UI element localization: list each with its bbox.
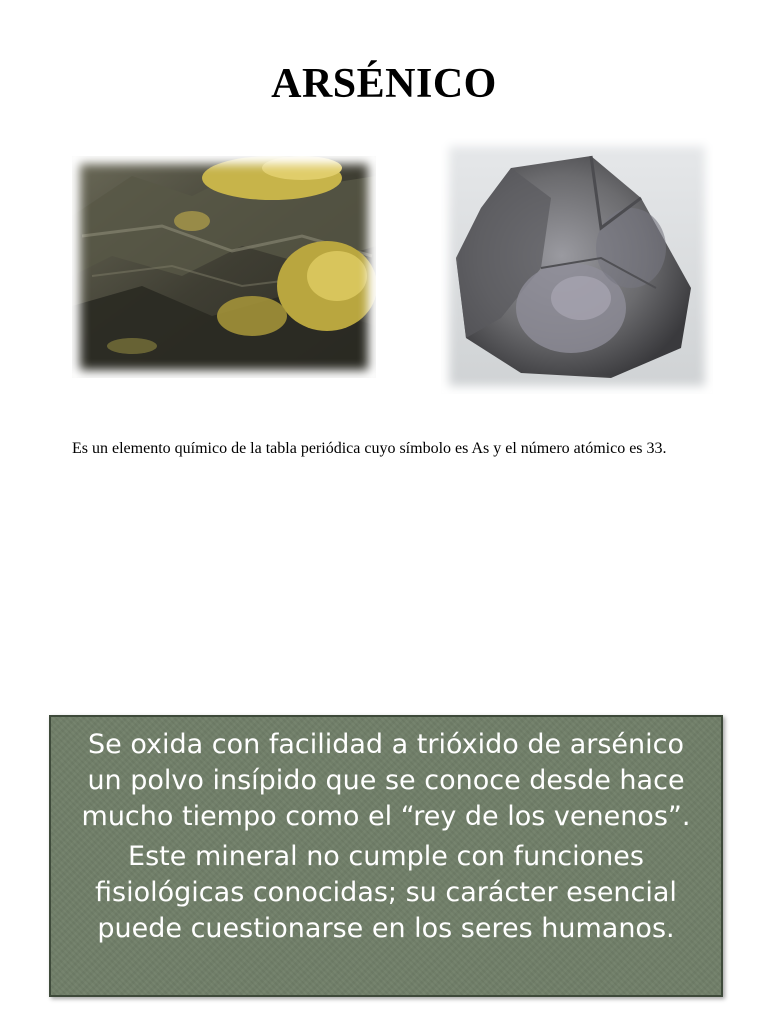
arsenic-native-metallic-nugget-icon [441,138,713,394]
element-description: Es un elemento químico de la tabla periódica cuyo símbolo es As y el número atómico es 33. [72,440,667,457]
info-paragraph-oxidation: Se oxida con facilidad a trióxido de arsénico un polvo insípido que se conoce desde hace mucho tiempo como el “rey de los venenos”. [81,729,691,832]
info-paragraph-physiology: Este mineral no cumple con funciones fisiológicas conocidas; su carácter esencial puede cuestionarse en los seres humanos. [95,841,677,944]
arsenic-ore-photo [72,156,376,378]
page-title: ARSÉNICO [271,61,497,107]
info-box [49,715,723,997]
arsenic-mineral-yellow-crust-icon [72,156,376,378]
native-arsenic-photo [441,138,713,394]
